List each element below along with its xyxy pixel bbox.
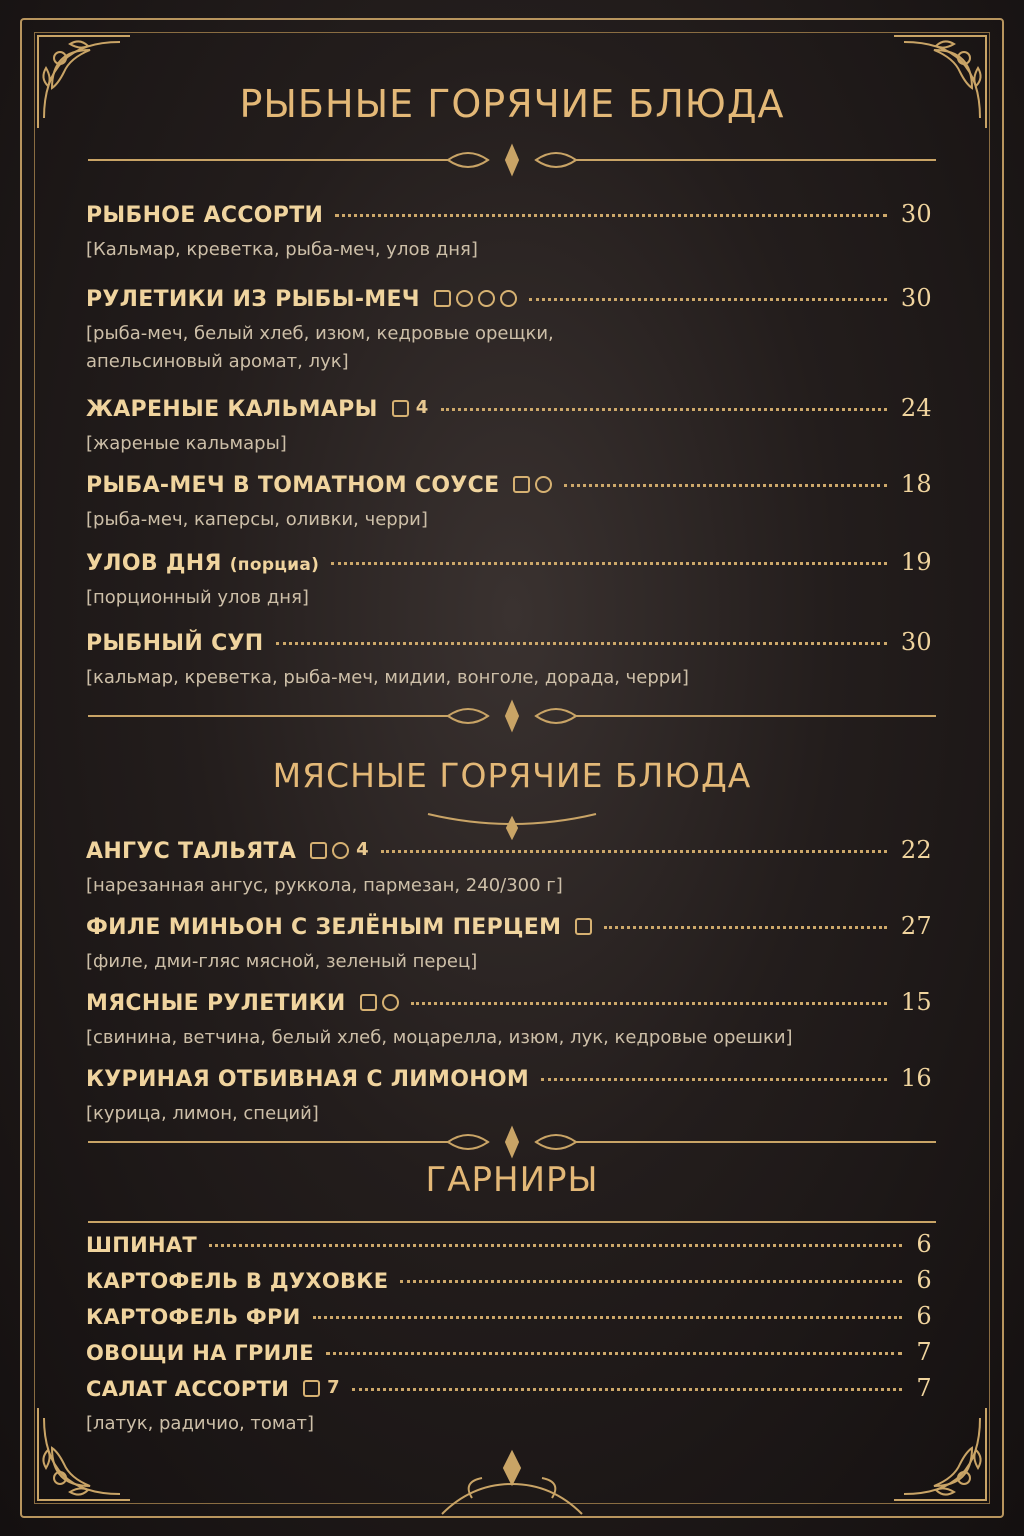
menu-item-description: [латук, радичио, томат] <box>86 1413 315 1434</box>
menu-item-price: 24 <box>900 394 932 422</box>
wheat-icon <box>360 994 377 1011</box>
menu-item-price: 7 <box>916 1338 932 1366</box>
menu-item-name: РЫБНЫЙ СУП <box>86 631 264 656</box>
milk-icon <box>500 290 517 307</box>
menu-item-name: МЯСНЫЕ РУЛЕТИКИ <box>86 991 346 1016</box>
menu-item-name: РЫБНОЕ АССОРТИ <box>86 203 324 228</box>
menu-item-row <box>86 200 932 228</box>
allergen-number: 4 <box>415 397 429 418</box>
milk-icon <box>332 842 349 859</box>
menu-item-row <box>86 1338 932 1366</box>
nut-icon <box>478 290 495 307</box>
menu-item-name: ЖАРЕНЫЕ КАЛЬМАРЫ <box>86 397 378 422</box>
menu-item <box>86 394 932 458</box>
menu-item-row <box>86 470 932 498</box>
dot-leader <box>331 562 887 565</box>
menu-item <box>86 836 932 900</box>
wheat-icon <box>392 400 409 417</box>
menu-item-row <box>86 548 932 576</box>
wheat-icon <box>310 842 327 859</box>
menu-item <box>86 548 932 612</box>
allergen-number: 4 <box>356 839 369 860</box>
allergen-icons <box>303 1377 340 1398</box>
menu-item-price: 6 <box>916 1230 932 1258</box>
menu-item-price: 30 <box>900 200 932 228</box>
menu-item-price: 6 <box>916 1302 932 1330</box>
allergen-icons <box>575 917 592 934</box>
fish-allergen-icon <box>456 290 473 307</box>
menu-item-name: КУРИНАЯ ОТБИВНАЯ С ЛИМОНОМ <box>86 1067 530 1092</box>
dot-leader <box>411 1002 887 1005</box>
menu-item <box>86 1230 932 1258</box>
menu-item <box>86 284 932 376</box>
menu-item <box>86 1266 932 1294</box>
menu-item-description: [нарезанная ангус, руккола, пармезан, 240/300 г] <box>86 875 563 896</box>
menu-item <box>86 1064 932 1128</box>
divider-ornament-icon <box>88 800 936 840</box>
menu-item <box>86 470 932 534</box>
dot-leader <box>381 850 887 853</box>
menu-item <box>86 1338 932 1366</box>
dot-leader <box>564 484 886 487</box>
menu-item <box>86 200 932 264</box>
menu-item-row <box>86 394 932 422</box>
menu-item-price: 16 <box>900 1064 932 1092</box>
menu-item-price: 6 <box>916 1266 932 1294</box>
mustard-icon <box>303 1380 320 1397</box>
dot-leader <box>335 214 887 217</box>
dot-leader <box>604 926 887 929</box>
menu-item-name: ШПИНАТ <box>86 1233 198 1257</box>
menu-item-row <box>86 628 932 656</box>
section-title-sides: ГАРНИРЫ <box>425 1160 599 1200</box>
menu-item-price: 19 <box>900 548 932 576</box>
menu-item <box>86 988 932 1052</box>
menu-item-name: ОВОЩИ НА ГРИЛЕ <box>86 1341 314 1365</box>
dot-leader <box>352 1388 902 1391</box>
menu-item-note: (порциа) <box>229 555 320 575</box>
dot-leader <box>529 298 887 301</box>
menu-item-row <box>86 284 932 312</box>
dot-leader <box>313 1316 903 1319</box>
allergen-icons <box>360 993 399 1010</box>
menu-item-description: [филе, дми-гляс мясной, зеленый перец] <box>86 951 478 972</box>
menu-item-price: 15 <box>900 988 932 1016</box>
allergen-icons <box>434 289 517 306</box>
menu-item-name: АНГУС ТАЛЬЯТА <box>86 839 297 864</box>
allergen-icons <box>310 839 369 860</box>
divider-ornament-icon <box>88 140 936 180</box>
dot-leader <box>541 1078 887 1081</box>
dot-leader <box>276 642 887 645</box>
menu-item <box>86 912 932 976</box>
allergen-icons <box>392 397 429 418</box>
menu-item-description: [кальмар, креветка, рыба-меч, мидии, вонголе, дорада, черри] <box>86 667 689 688</box>
menu-item-description: [рыба-меч, белый хлеб, изюм, кедровые орещки, апельсиновый аромат, лук] <box>86 323 554 372</box>
menu-item-price: 27 <box>900 912 932 940</box>
fish-allergen-icon <box>535 476 552 493</box>
section-title-fish: РЫБНЫЕ ГОРЯЧИЕ БЛЮДА <box>239 82 785 126</box>
divider-ornament-icon <box>88 696 936 736</box>
menu-item-description: [Кальмар, креветка, рыба-меч, улов дня] <box>86 239 478 260</box>
menu-item-row <box>86 912 932 940</box>
bottom-ornament-icon <box>432 1448 592 1518</box>
celery-icon <box>575 918 592 935</box>
menu-item-price: 18 <box>900 470 932 498</box>
menu-item-name: РУЛЕТИКИ ИЗ РЫБЫ-МЕЧ <box>86 287 420 312</box>
menu-item-price: 22 <box>900 836 932 864</box>
menu-item-name: УЛОВ ДНЯ <box>86 551 222 576</box>
menu-item-row <box>86 836 932 864</box>
allergen-number: 7 <box>327 1377 340 1398</box>
menu-item-name: КАРТОФЕЛЬ ФРИ <box>86 1305 301 1329</box>
menu-item-description: [жареные кальмары] <box>86 433 287 454</box>
menu-item-row <box>86 988 932 1016</box>
menu-item-name: ФИЛЕ МИНЬОН С ЗЕЛЁНЫМ ПЕРЦЕМ <box>86 915 562 940</box>
menu-item-row <box>86 1302 932 1330</box>
menu-item-description: [рыба-меч, каперсы, оливки, черри] <box>86 509 428 530</box>
dot-leader <box>326 1352 903 1355</box>
milk-icon <box>382 994 399 1011</box>
wheat-icon <box>434 290 451 307</box>
menu-item-price: 30 <box>900 628 932 656</box>
menu-item-name: РЫБА-МЕЧ В ТОМАТНОМ СОУСЕ <box>86 473 500 498</box>
menu-item <box>86 1374 932 1438</box>
dot-leader <box>400 1280 902 1283</box>
menu-item-price: 7 <box>916 1374 932 1402</box>
divider-ornament-icon <box>88 1122 936 1162</box>
menu-item <box>86 628 932 692</box>
menu-item-row <box>86 1374 932 1402</box>
wheat-icon <box>513 476 530 493</box>
menu-item-price: 30 <box>900 284 932 312</box>
menu-item-row <box>86 1064 932 1092</box>
allergen-icons <box>513 475 552 492</box>
menu-item <box>86 1302 932 1330</box>
menu-item-row <box>86 1266 932 1294</box>
menu-item-description: [порционный улов дня] <box>86 587 309 608</box>
menu-item-name: КАРТОФЕЛЬ В ДУХОВКЕ <box>86 1269 389 1293</box>
menu-item-description: [курица, лимон, специй] <box>86 1103 319 1124</box>
menu-item-description: [свинина, ветчина, белый хлеб, моцарелла, изюм, лук, кедровые орешки] <box>86 1027 793 1048</box>
dot-leader <box>441 408 887 411</box>
section-title-meat: МЯСНЫЕ ГОРЯЧИЕ БЛЮДА <box>272 756 752 795</box>
menu-item-row <box>86 1230 932 1258</box>
dot-leader <box>209 1244 902 1247</box>
menu-item-name: САЛАТ АССОРТИ <box>86 1377 290 1401</box>
